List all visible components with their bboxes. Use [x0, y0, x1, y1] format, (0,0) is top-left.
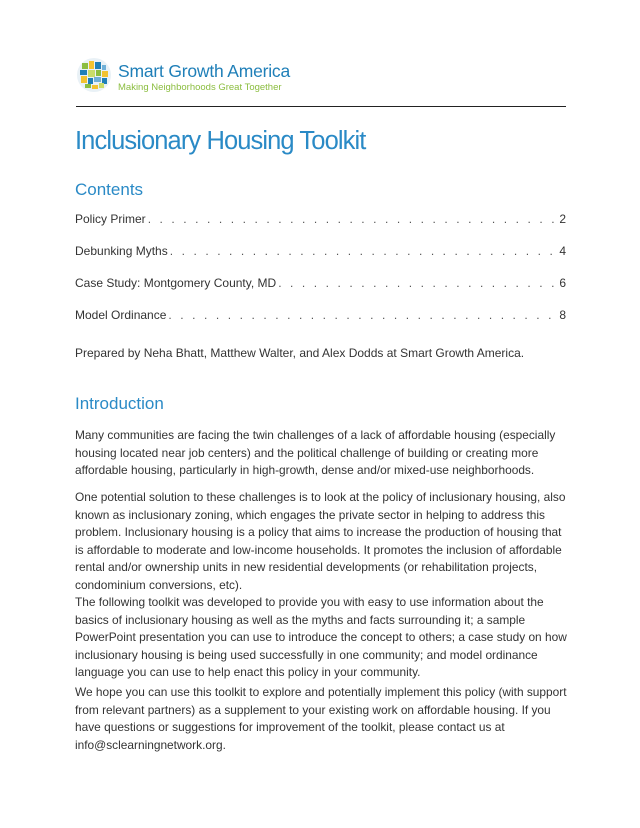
intro-paragraph: Many communities are facing the twin challenges of a lack of affordable housing (especially housing located near job centers) and the political challenge of building or creating more affordable housing, particularly in high-growth, dense and/or mixed-use neighborhoods. — [75, 428, 556, 478]
toc-dot-leader — [148, 212, 556, 226]
prepared-by-credits: Prepared by Neha Bhatt, Matthew Walter, and Alex Dodds at Smart Growth America. — [75, 346, 525, 360]
toc-entry-page: 2 — [559, 212, 566, 226]
document-title: Inclusionary Housing Toolkit — [75, 127, 366, 155]
introduction-heading: Introduction — [75, 394, 164, 413]
brand-tagline: Making Neighborhoods Great Together — [118, 82, 282, 93]
smart-growth-america-logo-icon — [76, 57, 112, 93]
toc-entry-case-study[interactable] — [75, 276, 566, 308]
toc-dot-leader — [168, 308, 555, 322]
toc-entry-debunking-myths[interactable] — [75, 244, 566, 276]
toc-entry-label: Policy Primer — [75, 212, 146, 226]
brand-name: Smart Growth America — [118, 61, 291, 81]
toc-entry-page: 4 — [559, 244, 566, 258]
intro-paragraph: One potential solution to these challenges is to look at the policy of inclusionary housing, also known as inclusionary zoning, which engages the private sector in helping to address this problem. Inclusionary housing is a policy that aims to increase the production of housing that is affordable to moderate and low-income households. It promotes the inclusion of affordable rental and/or ownership units in new residential developments (or rehabilitation projects, condominium conversions, etc). — [75, 490, 566, 592]
page-header — [76, 55, 566, 107]
toc-entry-model-ordinance[interactable] — [75, 308, 566, 340]
toc-entry-page: 6 — [559, 276, 566, 290]
toc-dot-leader — [278, 276, 555, 290]
toc-entry-label: Case Study: Montgomery County, MD — [75, 276, 277, 290]
table-of-contents — [75, 212, 566, 340]
contents-heading: Contents — [75, 180, 144, 199]
intro-paragraph: The following toolkit was developed to provide you with easy to use information about the basics of inclusionary housing as well as the myths and facts surrounding it; a sample PowerPoint presentation you can use to introduce the concept to others; a case study on how inclusionary housing is being used successfully in one community; and model ordinance language you can use to help enact this policy in your community. — [75, 595, 567, 680]
intro-paragraph: We hope you can use this toolkit to explore and potentially implement this policy (with support from relevant partners) as a supplement to your existing work on affordable housing. If you have questions or suggestions for improvement of the toolkit, please contact us at info@sclearningnetwork.org. — [75, 685, 567, 752]
toc-entry-label: Model Ordinance — [75, 308, 167, 322]
toc-entry-policy-primer[interactable] — [75, 212, 566, 244]
toc-dot-leader — [170, 244, 556, 258]
toc-entry-page: 8 — [559, 308, 566, 322]
toc-entry-label: Debunking Myths — [75, 244, 168, 258]
header-divider — [76, 106, 566, 107]
